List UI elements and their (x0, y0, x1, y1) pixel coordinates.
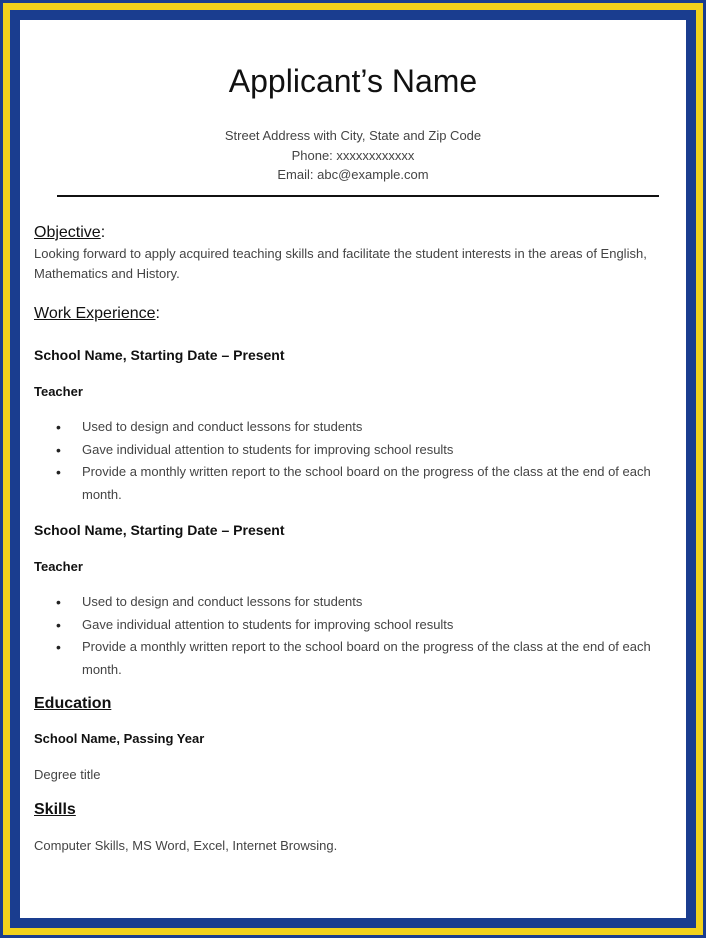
page-frame-inner (10, 10, 696, 928)
skills-text: Computer Skills, MS Word, Excel, Internet Browsing. (34, 838, 338, 853)
address-line: Street Address with City, State and Zip Code (224, 128, 482, 143)
list-item: • Used to design and conduct lessons for students (34, 591, 674, 614)
bullet-icon: • (56, 419, 61, 435)
education-school: School Name, Passing Year (34, 731, 205, 746)
resume-page (20, 20, 686, 918)
list-item: • Gave individual attention to students for improving school results (34, 439, 674, 462)
work-entry (34, 345, 674, 506)
work-entry-school: School Name, Starting Date – Present (34, 522, 285, 538)
objective-text: Looking forward to apply acquired teaching skills and facilitate the student interests in the areas of English, Mathematics and History. (34, 246, 647, 281)
list-item: • Provide a monthly written report to the school board on the progress of the class at the end of each month. (34, 461, 674, 506)
bullet-icon: • (56, 594, 61, 610)
list-item: • Provide a monthly written report to the school board on the progress of the class at the end of each month. (34, 636, 674, 681)
objective-heading-colon: : (100, 224, 106, 241)
applicant-name: Applicant’s Name (228, 63, 478, 99)
work-entry (34, 520, 674, 681)
education-heading: Education (34, 695, 112, 712)
skills-heading: Skills (34, 801, 76, 818)
work-experience-heading-label: Work Experience (34, 305, 156, 322)
objective-heading (34, 222, 674, 244)
work-experience-heading (34, 303, 674, 325)
phone-line: Phone: xxxxxxxxxxxx (291, 147, 415, 163)
bullet-icon: • (56, 639, 61, 655)
work-entry-bullets (34, 591, 674, 681)
work-entry-school: School Name, Starting Date – Present (34, 347, 285, 363)
bullet-icon: • (56, 616, 61, 633)
objective-heading-label: Objective (34, 224, 101, 241)
email-line: Email: abc@example.com (277, 167, 429, 182)
contact-block (20, 126, 686, 185)
education-degree: Degree title (34, 767, 101, 782)
work-experience-heading-colon: : (155, 305, 160, 322)
header-divider (57, 195, 659, 197)
list-item: • Gave individual attention to students for improving school results (34, 614, 674, 637)
page-frame-accent (3, 3, 703, 935)
work-entry-role: Teacher (34, 384, 83, 399)
work-entry-role: Teacher (34, 559, 83, 574)
list-item: • Used to design and conduct lessons for students (34, 416, 674, 439)
work-entry-bullets (34, 416, 674, 506)
bullet-icon: • (56, 464, 61, 480)
resume-content (34, 222, 674, 856)
bullet-icon: • (56, 441, 61, 458)
